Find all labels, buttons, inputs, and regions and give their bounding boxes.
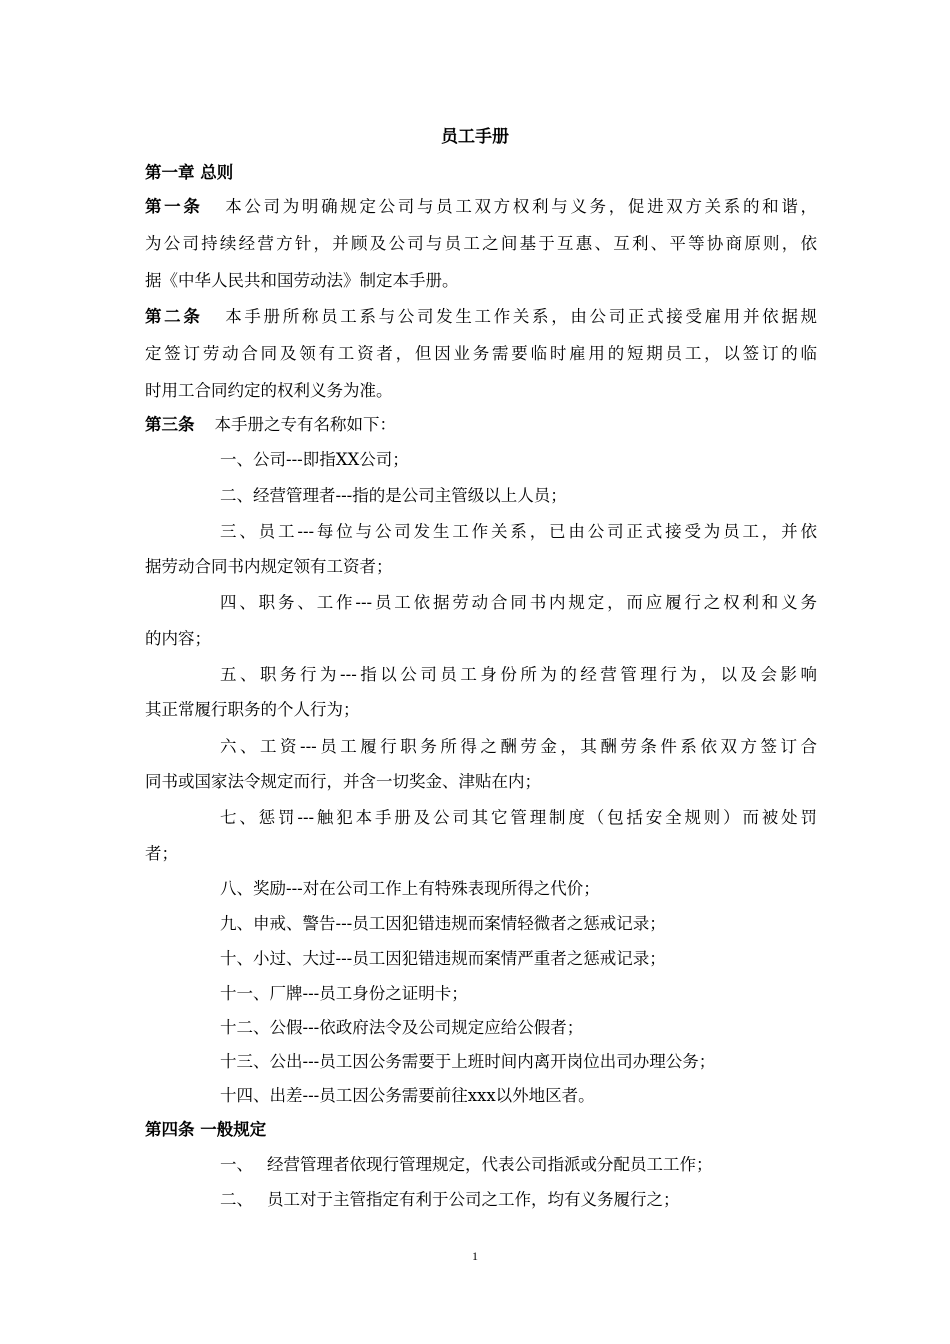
term-3-line-2: 据劳动合同书内规定领有工资者；: [145, 557, 393, 576]
term-4-line-1: 四、职务、工作---员工依据劳动合同书内规定，而应履行之权利和义务: [220, 593, 817, 612]
general-rule-2-number: 二、: [220, 1190, 253, 1209]
article-1-line-3: 据《中华人民共和国劳动法》制定本手册。: [145, 271, 459, 290]
article-1-label: 第一条: [145, 197, 203, 216]
term-7-line-2: 者；: [145, 844, 178, 863]
term-11: 十一、厂牌---员工身份之证明卡；: [220, 984, 468, 1003]
general-rule-1-text: 经营管理者依现行管理规定，代表公司指派或分配员工工作；: [267, 1155, 713, 1174]
term-14: 十四、出差---员工因公务需要前往xxx以外地区者。: [220, 1086, 595, 1105]
general-rule-1-number: 一、: [220, 1155, 253, 1174]
article-1-text-1: 本公司为明确规定公司与员工双方权利与义务，促进双方关系的和谐，: [222, 197, 818, 216]
term-8: 八、奖励---对在公司工作上有特殊表现所得之代价；: [220, 879, 600, 898]
article-3-label: 第三条: [145, 415, 195, 434]
article-3-line-1: [145, 410, 817, 440]
term-3-line-1: 三、员工---每位与公司发生工作关系，已由公司正式接受为员工，并依: [220, 522, 817, 541]
term-4-line-2: 的内容；: [145, 629, 211, 648]
term-1: 一、公司---即指XX公司；: [220, 450, 409, 469]
document-title: 员工手册: [441, 127, 509, 147]
term-5-line-2: 其正常履行职务的个人行为；: [145, 700, 360, 719]
article-2-text-1: 本手册所称员工系与公司发生工作关系，由公司正式接受雇用并依据规: [222, 307, 818, 326]
article-2-label: 第二条: [145, 307, 203, 326]
term-7-line-1: 七、惩罚---触犯本手册及公司其它管理制度（包括安全规则）而被处罚: [220, 808, 817, 827]
term-6-line-2: 同书或国家法令规定而行，并含一切奖金、津贴在内；: [145, 772, 541, 791]
article-2-line-2: 定签订劳动合同及领有工资者，但因业务需要临时雇用的短期员工，以签订的临: [145, 344, 817, 363]
general-rule-2: [220, 1185, 817, 1215]
term-12: 十二、公假---依政府法令及公司规定应给公假者；: [220, 1018, 584, 1037]
page-number: 1: [472, 1249, 478, 1263]
term-5-line-1: 五、职务行为---指以公司员工身份所为的经营管理行为，以及会影响: [220, 665, 817, 684]
term-2: 二、经营管理者---指的是公司主管级以上人员；: [220, 486, 567, 505]
article-2-line-3: 时用工合同约定的权利义务为准。: [145, 381, 393, 400]
term-10: 十、小过、大过---员工因犯错违规而案情严重者之惩戒记录；: [220, 949, 666, 968]
article-1-line-1: [145, 192, 817, 222]
chapter-heading: 第一章 总则: [145, 163, 234, 182]
general-rule-2-text: 员工对于主管指定有利于公司之工作，均有义务履行之；: [267, 1190, 680, 1209]
general-rule-1: [220, 1150, 817, 1180]
article-3-intro: 本手册之专有名称如下：: [214, 415, 396, 434]
article-4-heading: 第四条 一般规定: [145, 1120, 267, 1139]
article-1-line-2: 为公司持续经营方针，并顾及公司与员工之间基于互惠、互利、平等协商原则，依: [145, 234, 817, 253]
term-13: 十三、公出---员工因公务需要于上班时间内离开岗位出司办理公务；: [220, 1052, 716, 1071]
article-2-line-1: [145, 302, 817, 332]
term-6-line-1: 六、工资---员工履行职务所得之酬劳金，其酬劳条件系依双方签订合: [220, 737, 817, 756]
term-9: 九、申戒、警告---员工因犯错违规而案情轻微者之惩戒记录；: [220, 914, 666, 933]
